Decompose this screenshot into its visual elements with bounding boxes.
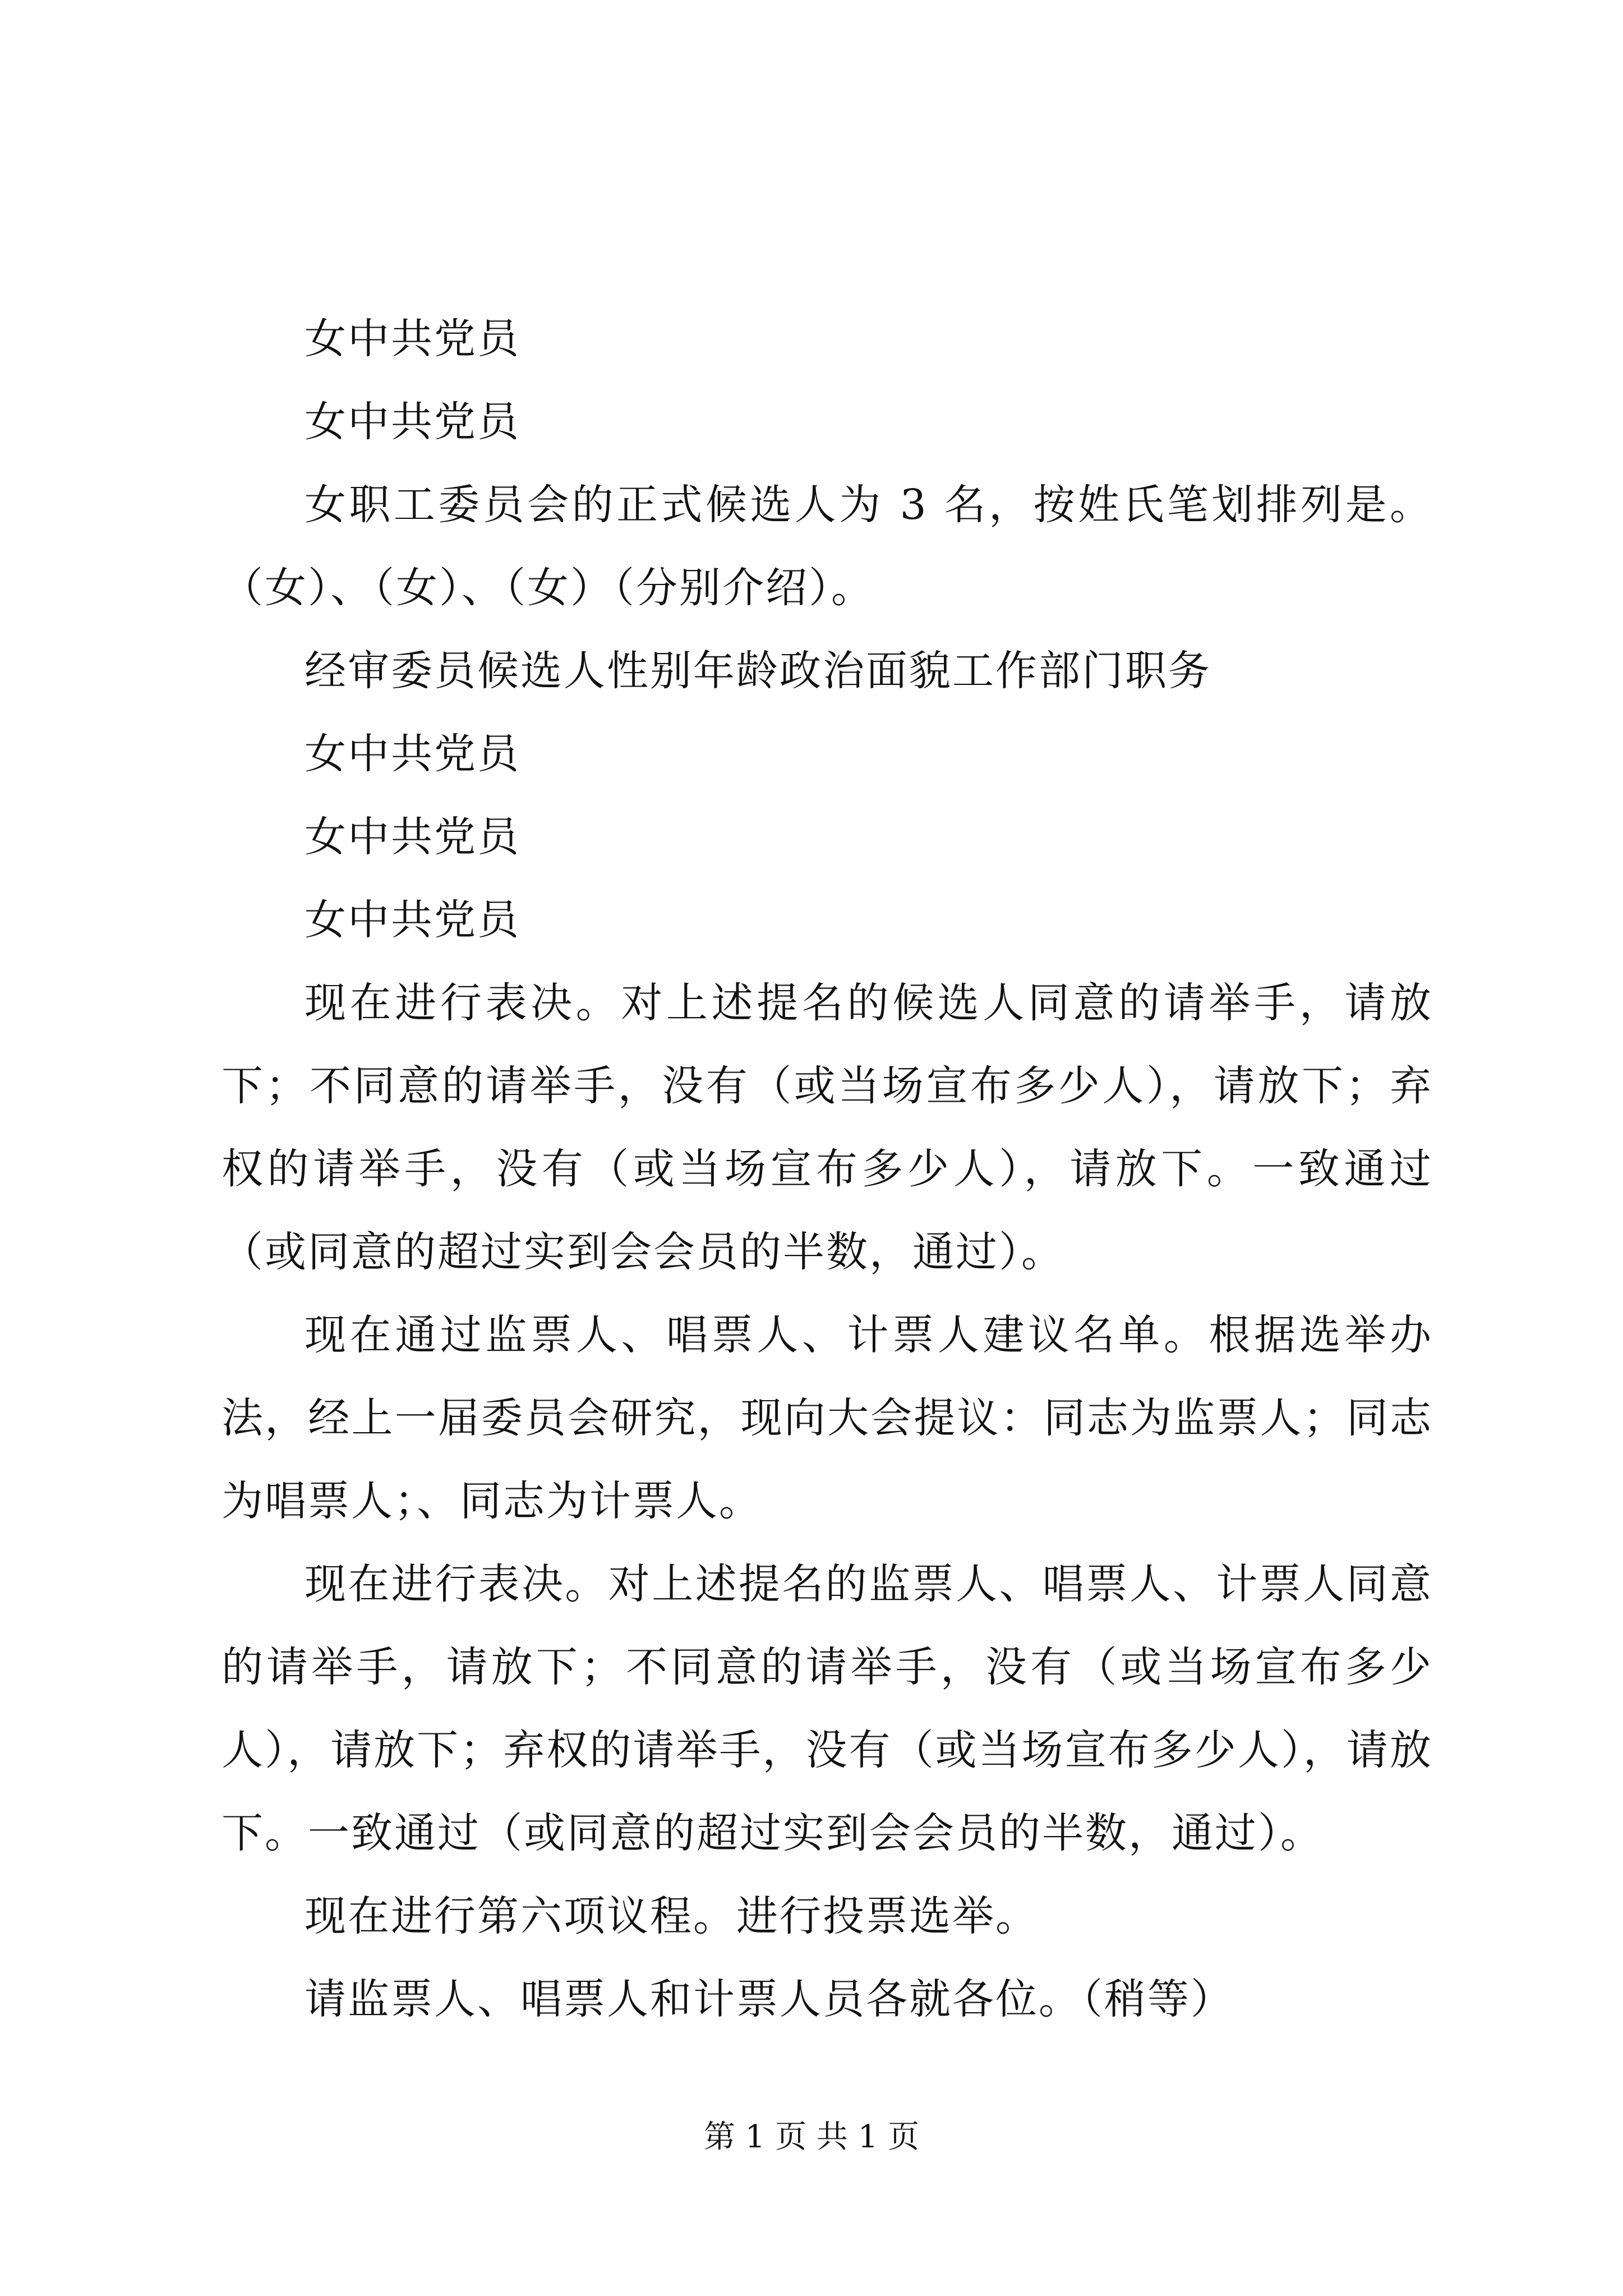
audit-committee-header: 经审委员候选人性别年龄政治面貌工作部门职务	[305, 647, 1211, 695]
tellers-proposal-paragraph: 现在通过监票人、唱票人、计票人建议名单。根据选举办法，经上一届委员会研究，现向大会提议：同志为监票人；同志为唱票人；、同志为计票人。	[222, 1311, 1433, 1525]
take-positions-line: 请监票人、唱票人和计票人员各就各位。（稍等）	[305, 1975, 1234, 2023]
document-body	[222, 297, 1433, 2041]
candidate-line-2: 女中共党员	[305, 398, 520, 446]
vote-tellers-paragraph: 现在进行表决。对上述提名的监票人、唱票人、计票人同意的请举手，请放下；不同意的请举手，没有（或当场宣布多少人），请放下；弃权的请举手，没有（或当场宣布多少人），请放下。一致通过（或同意的超过实到会会员的半数，通过）。	[222, 1560, 1433, 1857]
audit-candidate-line-2: 女中共党员	[305, 813, 520, 861]
women-committee-paragraph: 女职工委员会的正式候选人为 3 名，按姓氏笔划排列是。（女）、（女）、（女）（分别介绍）。	[222, 481, 1433, 612]
audit-candidate-line-1: 女中共党员	[305, 730, 520, 778]
audit-candidate-line-3: 女中共党员	[305, 896, 520, 944]
page-number-footer: 第 1 页 共 1 页	[703, 2119, 920, 2155]
sixth-agenda-item-line: 现在进行第六项议程。进行投票选举。	[305, 1892, 1039, 1940]
vote-candidates-paragraph: 现在进行表决。对上述提名的候选人同意的请举手，请放下；不同意的请举手，没有（或当场宣布多少人），请放下；弃权的请举手，没有（或当场宣布多少人），请放下。一致通过（或同意的超过实到会会员的半数，通过）。	[222, 979, 1433, 1276]
candidate-line-1: 女中共党员	[305, 315, 520, 363]
